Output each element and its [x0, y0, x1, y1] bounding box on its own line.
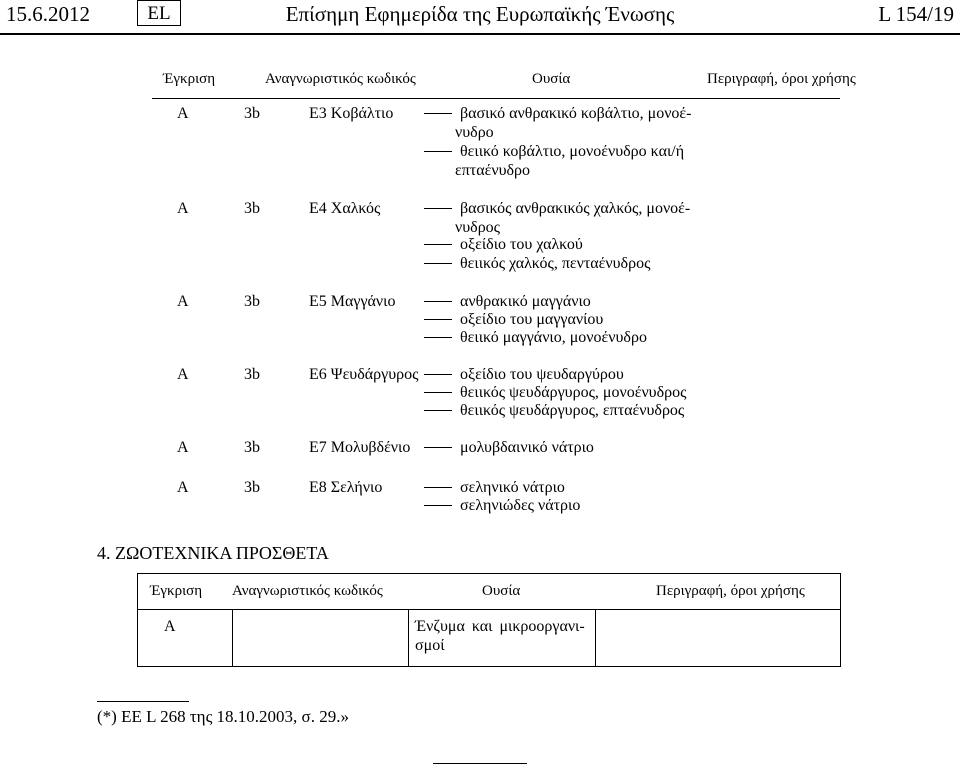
row-e7-approval: A: [177, 439, 189, 456]
dash: [424, 392, 452, 393]
row-e5-category: 3b: [244, 293, 260, 310]
table2-row-substance-line2: σμοί: [415, 637, 445, 654]
table2-header-rule: [137, 609, 840, 610]
table2-col-header-description: Περιγραφή, όροι χρήσης: [656, 583, 805, 599]
row-e3-line4: επταένυδρο: [455, 162, 531, 179]
table2-border-right: [840, 573, 841, 667]
table2-top-rule: [137, 573, 840, 574]
table2-bottom-rule: [137, 666, 840, 667]
table1-header-rule: [152, 98, 840, 99]
page-number: L 154/19: [878, 2, 954, 26]
row-e4-approval: A: [177, 200, 189, 217]
dash: [424, 113, 452, 114]
row-e8-line2: σεληνιώδες νάτριο: [424, 497, 580, 515]
table2-col-header-code: Αναγνωριστικός κωδικός: [232, 583, 383, 599]
row-e5-approval: A: [177, 293, 189, 310]
dash: [424, 447, 452, 448]
row-e6-line1: οξείδιο του ψευδαργύρου: [424, 366, 624, 384]
row-e6-substance: E6 Ψευδάργυρος: [309, 366, 419, 383]
table2-col-header-approval: Έγκριση: [150, 583, 203, 599]
row-e3-line1: βασικό ανθρακικό κοβάλτιο, μονοέ-: [424, 105, 691, 123]
dash: [424, 337, 452, 338]
dash: [424, 487, 452, 488]
row-e7-substance: E7 Μολυβδένιο: [309, 439, 411, 456]
table2-col-divider-1: [232, 609, 233, 667]
row-e3-approval: A: [177, 105, 189, 122]
row-e8-approval: A: [177, 479, 189, 496]
table2-col-divider-2: [408, 609, 409, 667]
table2-col-header-substance: Ουσία: [482, 583, 521, 599]
row-e4-line1: βασικός ανθρακικός χαλκός, μονοέ-: [424, 200, 690, 218]
row-e4-line2: νυδρος: [455, 219, 501, 236]
journal-title: Επίσημη Εφημερίδα της Ευρωπαϊκής Ένωσης: [285, 2, 675, 26]
dash: [424, 301, 452, 302]
row-e5-line2: οξείδιο του μαγγανίου: [424, 311, 603, 329]
col-header-approval: Έγκριση: [163, 71, 216, 87]
dash: [424, 151, 452, 152]
col-header-code: Αναγνωριστικός κωδικός: [265, 71, 416, 87]
row-e5-line1: ανθρακικό μαγγάνιο: [424, 293, 591, 311]
row-e6-line3: θειικός ψευδάργυρος, επταένυδρος: [424, 402, 684, 420]
row-e8-category: 3b: [244, 479, 260, 496]
section-title: 4. ΖΩΟΤΕΧΝΙΚΑ ΠΡΟΣΘΕΤΑ: [97, 543, 329, 563]
dash: [424, 244, 452, 245]
col-header-description: Περιγραφή, όροι χρήσης: [707, 71, 856, 87]
table2-row-approval: A: [164, 618, 176, 635]
row-e4-category: 3b: [244, 200, 260, 217]
row-e6-category: 3b: [244, 366, 260, 383]
row-e5-substance: E5 Μαγγάνιο: [309, 293, 396, 310]
row-e3-line2: νυδρο: [455, 124, 494, 141]
journal-date: 15.6.2012: [6, 2, 90, 26]
header-rule: [0, 33, 960, 35]
row-e6-approval: A: [177, 366, 189, 383]
row-e4-line3: οξείδιο του χαλκού: [424, 236, 583, 254]
row-e4-line4: θειικός χαλκός, πενταένυδρος: [424, 255, 650, 273]
row-e7-line1: μολυβδαινικό νάτριο: [424, 439, 594, 457]
row-e7-category: 3b: [244, 439, 260, 456]
dash: [424, 374, 452, 375]
table2-row-substance-line1: Ένζυμα και μικροοργανι-: [415, 618, 585, 635]
row-e8-line1: σεληνικό νάτριο: [424, 479, 565, 497]
dash: [424, 319, 452, 320]
row-e6-line2: θειικός ψευδάργυρος, μονοένυδρος: [424, 384, 686, 402]
footnote-separator: [97, 701, 189, 702]
dash: [424, 505, 452, 506]
row-e4-substance: E4 Χαλκός: [309, 200, 381, 217]
row-e8-substance: E8 Σελήνιο: [309, 479, 383, 496]
language-code-box: EL: [137, 0, 181, 26]
row-e3-line3: θειικό κοβάλτιο, μονοένυδρο και/ή: [424, 143, 684, 161]
table2-border-left: [137, 573, 138, 667]
row-e3-substance: E3 Κοβάλτιο: [309, 105, 394, 122]
dash: [424, 208, 452, 209]
table2-col-divider-3: [595, 609, 596, 667]
dash: [424, 263, 452, 264]
dash: [424, 410, 452, 411]
footnote: (*) ΕΕ L 268 της 18.10.2003, σ. 29.»: [97, 707, 349, 726]
row-e3-category: 3b: [244, 105, 260, 122]
col-header-substance: Ουσία: [532, 71, 571, 87]
row-e5-line3: θειικό μαγγάνιο, μονοένυδρο: [424, 329, 647, 347]
end-marker-rule: [433, 763, 527, 764]
